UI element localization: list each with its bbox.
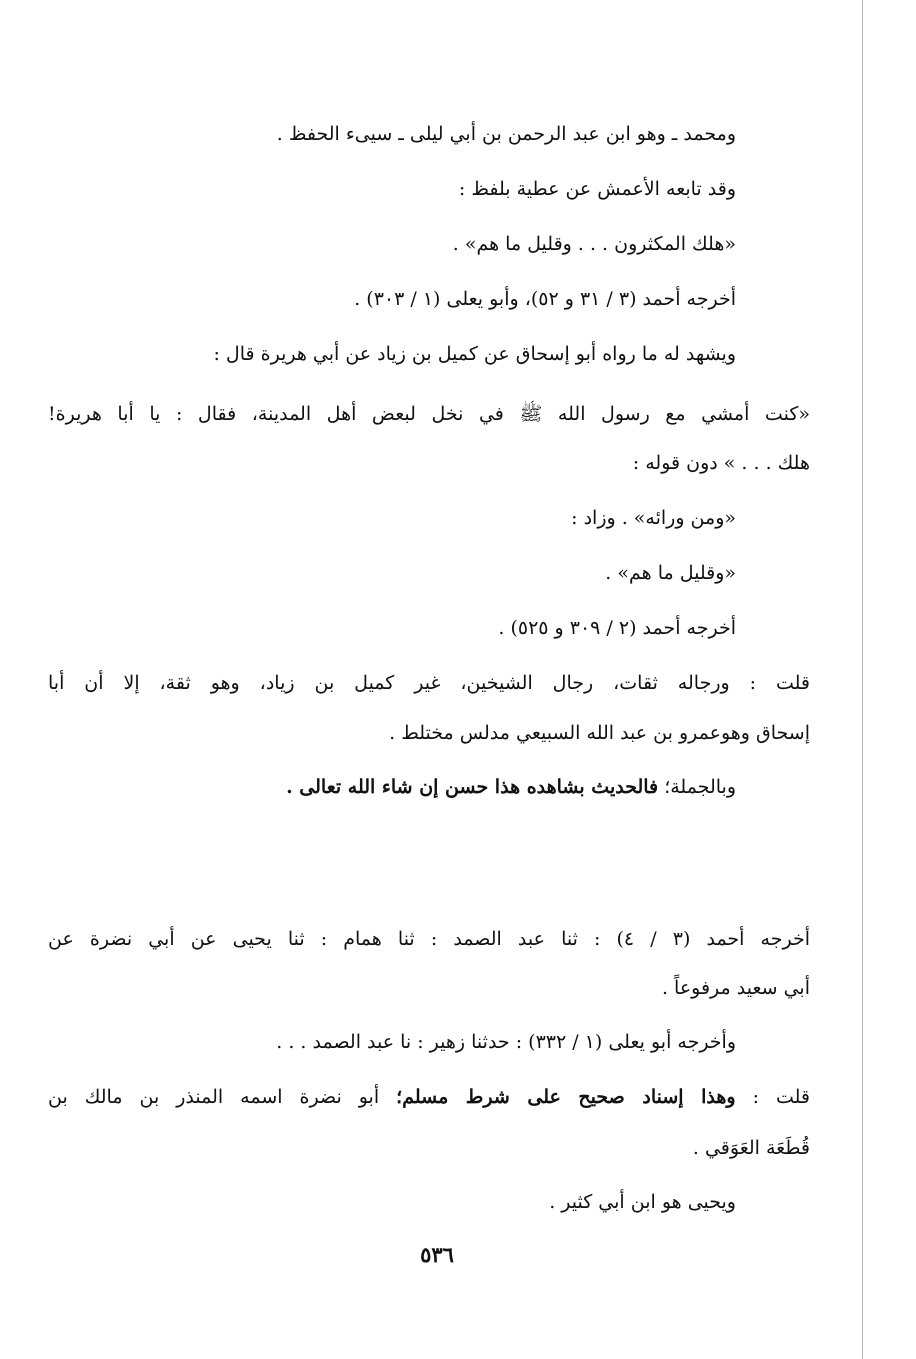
- text-line-5: ويشهد له ما رواه أبو إسحاق عن كميل بن زياد عن أبي هريرة قال :: [213, 343, 736, 365]
- page-number: ٥٣٦: [420, 1242, 454, 1267]
- text-line-17-part-2: وهذا إسناد صحيح على شرط مسلم؛: [396, 1086, 736, 1108]
- text-line-13-part-1: وبالجملة؛: [664, 776, 736, 798]
- page-edge-rule: [862, 0, 863, 1359]
- text-line-15: أبي سعيد مرفوعاً .: [661, 977, 810, 999]
- text-line-17: [48, 1082, 810, 1112]
- text-line-16: وأخرجه أبو يعلى (١ / ٣٣٢) : حدثنا زهير : نا عبد الصمد . . .: [276, 1031, 736, 1053]
- text-line-4: أخرجه أحمد (٣ / ٣١ و ٥٢)، وأبو يعلى (١ / ٣٠٣) .: [354, 288, 736, 310]
- text-line-7: هلك . . . » دون قوله :: [632, 452, 810, 474]
- text-line-10: أخرجه أحمد (٢ / ٣٠٩ و ٥٢٥) .: [498, 617, 736, 639]
- text-line-12: إسحاق وهوعمرو بن عبد الله السبيعي مدلس مختلط .: [389, 722, 810, 744]
- text-line-14: أخرجه أحمد (٣ / ٤) : ثنا عبد الصمد : ثنا همام : ثنا يحيى عن أبي نضرة عن: [48, 928, 810, 950]
- text-line-11: قلت : ورجاله ثقات، رجال الشيخين، غير كميل بن زياد، وهو ثقة، إلا أن أبا: [48, 672, 810, 694]
- text-line-18: قُطَعَة العَوَقي .: [692, 1137, 810, 1159]
- text-line-17-part-1: قلت :: [752, 1086, 810, 1108]
- text-line-13: [286, 772, 736, 802]
- text-line-8: «ومن ورائه» . وزاد :: [571, 507, 736, 529]
- text-line-1: ومحمد ـ وهو ابن عبد الرحمن بن أبي ليلى ـ سيىء الحفظ .: [276, 123, 736, 145]
- text-line-3: «هلك المكثرون . . . وقليل ما هم» .: [452, 233, 736, 255]
- text-line-9: «وقليل ما هم» .: [605, 562, 736, 584]
- text-line-2: وقد تابعه الأعمش عن عطية بلفظ :: [458, 178, 736, 200]
- text-line-13-part-2: فالحديث بشاهده هذا حسن إن شاء الله تعالى .: [286, 776, 659, 798]
- text-line-19: ويحيى هو ابن أبي كثير .: [549, 1191, 736, 1213]
- text-line-6: «كنت أمشي مع رسول الله ﷺ في نخل لبعض أهل المدينة، فقال : يا أبا هريرة!: [48, 403, 810, 425]
- text-line-17-part-3: أبو نضرة اسمه المنذر بن مالك بن: [48, 1086, 380, 1108]
